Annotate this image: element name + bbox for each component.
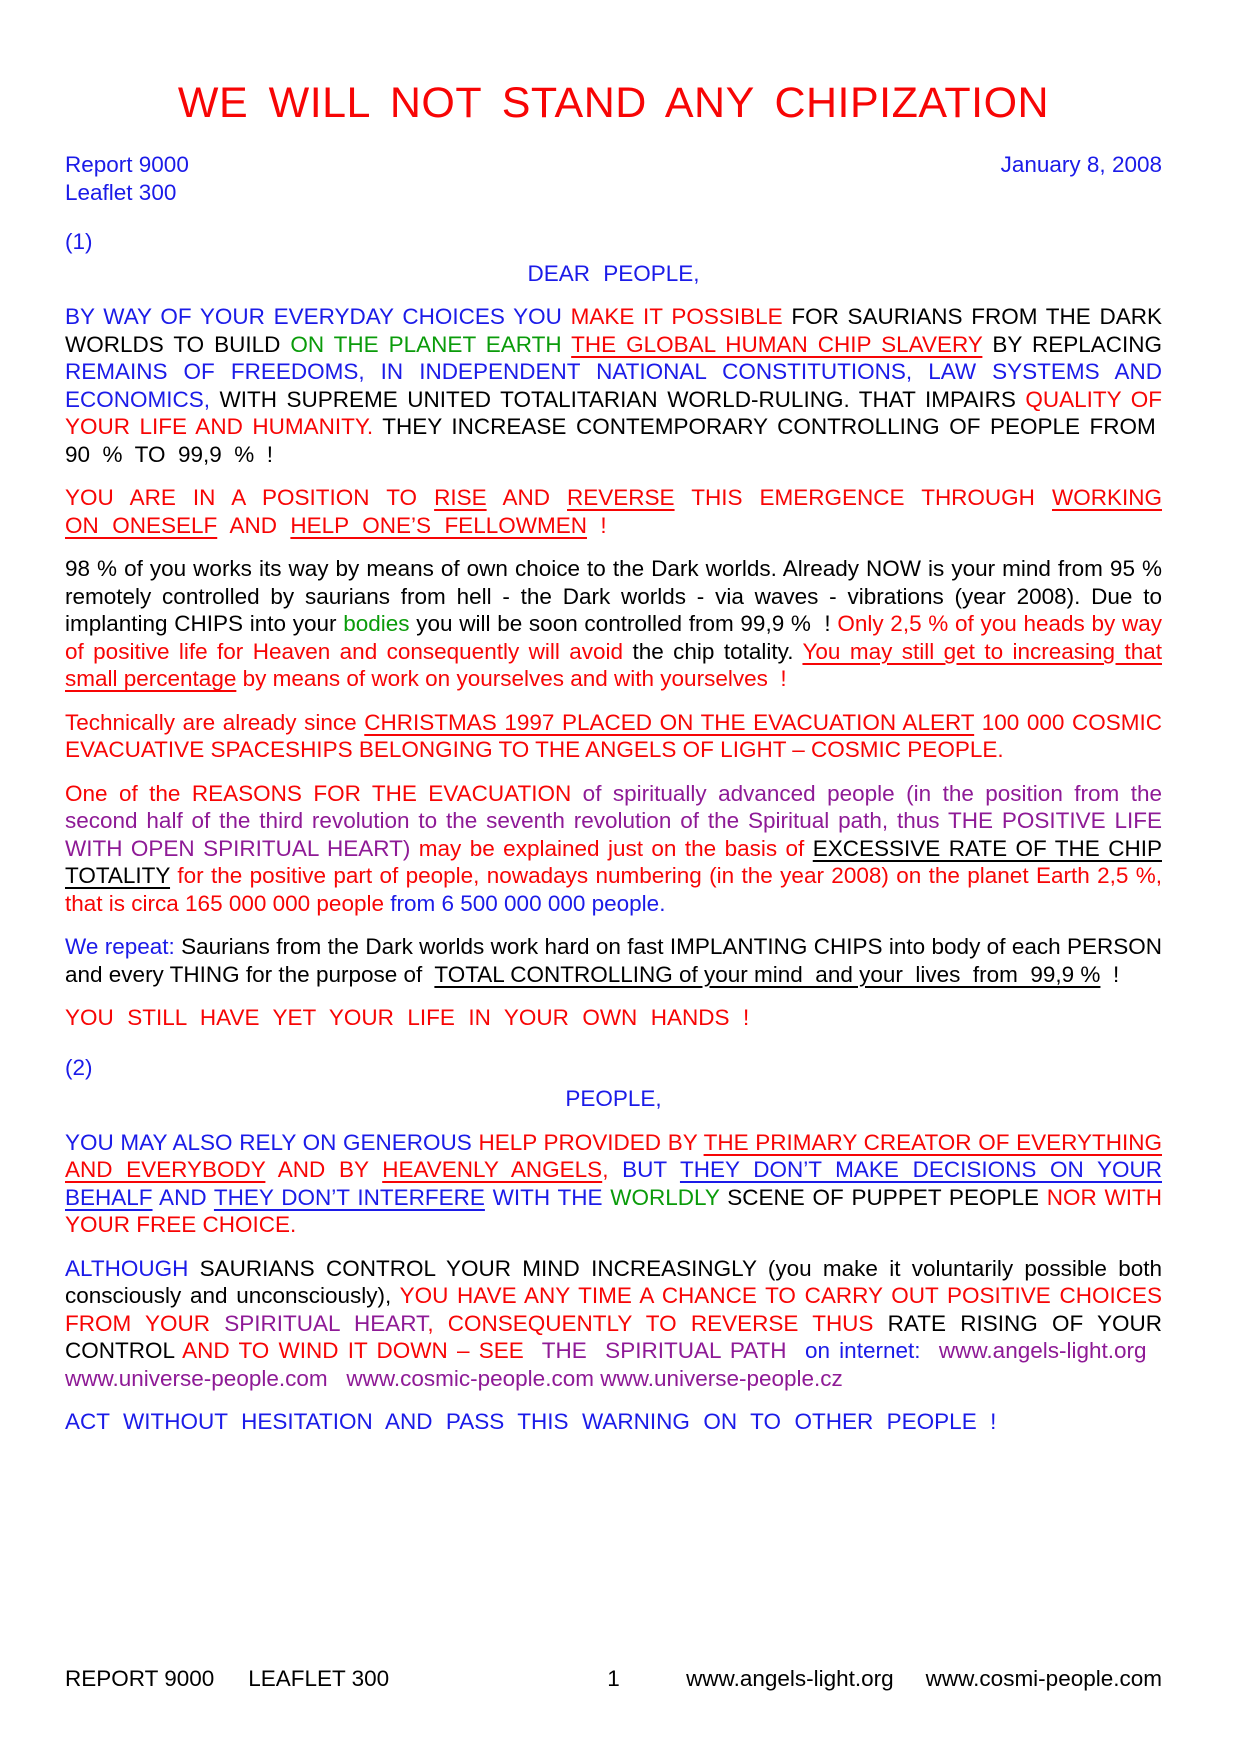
page-footer bbox=[65, 1665, 1162, 1693]
section-2-heading bbox=[65, 1085, 1162, 1113]
underlined-text: REVERSE bbox=[567, 485, 675, 511]
text-segment: NOR WITH YOUR FREE CHOICE. bbox=[65, 1184, 1162, 1238]
footer-leaflet-number: LEAFLET 300 bbox=[248, 1665, 390, 1691]
paragraph-rise-reverse bbox=[65, 484, 1162, 539]
paragraph-act-without-hesitation bbox=[65, 1408, 1162, 1436]
footer-link-cosmi-people: www.cosmi-people.com bbox=[925, 1665, 1162, 1691]
paragraph-evacuation-reasons bbox=[65, 780, 1162, 918]
text-segment: REMAINS OF FREEDOMS, IN INDEPENDENT NATIONAL CONSTITUTIONS, LAW SYSTEMS AND ECONOMICS, bbox=[65, 359, 1162, 412]
text-segment: 100 000 COSMIC EVACUATIVE SPACESHIPS BELONGING TO THE ANGELS OF LIGHT – COSMIC PEOPLE. bbox=[65, 709, 1163, 763]
text-segment: 98 % of you works its way by means of own choice to the Dark worlds. Already NOW is your mind from 95 % remotely controlled by saurians from hell - the Dark worlds - via waves - vibrations (year 2008). Due to implanting CHIPS into your bbox=[65, 556, 1162, 637]
text-segment: SCENE OF PUPPET PEOPLE bbox=[719, 1184, 1047, 1210]
text-segment: THIS EMERGENCE THROUGH bbox=[674, 485, 1052, 511]
underlined-text: EXCESSIVE RATE OF THE CHIP TOTALITY bbox=[65, 835, 1162, 889]
text-segment: DEAR PEOPLE, bbox=[527, 260, 700, 286]
paragraph-choices bbox=[65, 303, 1162, 468]
text-segment: BY REPLACING bbox=[982, 331, 1162, 357]
paragraph-creator-help bbox=[65, 1129, 1162, 1239]
text-segment: QUALITY OF YOUR LIFE AND HUMANITY. bbox=[65, 386, 1162, 440]
text-segment: THE SPIRITUAL PATH bbox=[523, 1338, 787, 1364]
underlined-text: You may still get to increasing that small percentage bbox=[65, 638, 1162, 692]
text-segment: WITH THE bbox=[484, 1184, 611, 1210]
text-segment: One of the REASONS FOR THE EVACUATION bbox=[65, 780, 572, 806]
text-segment: AND BY bbox=[265, 1157, 383, 1183]
text-segment: WORLDLY bbox=[610, 1184, 720, 1210]
text-segment: BY WAY OF YOUR EVERYDAY CHOICES YOU bbox=[65, 304, 571, 330]
text-segment: , bbox=[602, 1157, 623, 1183]
text-segment: (2) bbox=[65, 1054, 93, 1080]
report-meta bbox=[65, 151, 1162, 206]
underlined-text: RISE bbox=[434, 485, 487, 511]
paragraph-although bbox=[65, 1255, 1162, 1393]
footer-page-number: 1 bbox=[607, 1665, 620, 1691]
text-segment: from 6 500 000 000 people. bbox=[383, 890, 666, 916]
text-segment: Technically are already since bbox=[65, 709, 365, 735]
text-segment: , CONSEQUENTLY TO REVERSE THUS bbox=[427, 1310, 874, 1336]
text-segment: bodies bbox=[343, 611, 410, 637]
text-segment: HELP PROVIDED BY bbox=[478, 1129, 704, 1155]
footer-link-angels-light: www.angels-light.org bbox=[686, 1665, 894, 1691]
footer-report-number: REPORT 9000 bbox=[65, 1665, 215, 1691]
text-segment: ACT WITHOUT HESITATION AND PASS THIS WARNING ON TO OTHER PEOPLE ! bbox=[65, 1409, 997, 1435]
footer-links bbox=[649, 1665, 1163, 1693]
section-1-heading bbox=[65, 260, 1162, 288]
document-body bbox=[65, 228, 1162, 1436]
text-segment: YOU ARE IN A POSITION TO bbox=[65, 485, 435, 511]
text-segment: on internet: bbox=[786, 1338, 939, 1364]
underlined-text: THE PRIMARY CREATOR OF EVERYTHING AND EVERYBODY bbox=[65, 1129, 1162, 1183]
text-segment: the chip totality. bbox=[623, 638, 803, 664]
text-segment: Only 2,5 % of you heads by way of positive life for Heaven and consequently will avoid bbox=[65, 611, 1162, 664]
text-segment: YOU HAVE ANY TIME A CHANCE TO CARRY OUT POSITIVE CHOICES FROM YOUR bbox=[65, 1283, 1162, 1336]
text-segment: BUT bbox=[622, 1157, 680, 1183]
text-segment: PEOPLE, bbox=[565, 1086, 662, 1112]
text-segment: AND bbox=[152, 1184, 214, 1210]
text-segment: Saurians from the Dark worlds work hard on fast IMPLANTING CHIPS into body of each PERSON and every THING for the purpose of bbox=[65, 934, 1162, 987]
footer-report-leaflet bbox=[65, 1665, 579, 1693]
leaflet-number: Leaflet 300 bbox=[65, 179, 177, 205]
text-segment: YOU STILL HAVE YET YOUR LIFE IN YOUR OWN HANDS ! bbox=[65, 1005, 750, 1031]
text-segment: ! bbox=[1100, 961, 1120, 987]
text-segment: AND bbox=[217, 512, 291, 538]
section-2-label bbox=[65, 1054, 1162, 1082]
underlined-text: CHRISTMAS 1997 PLACED ON THE EVACUATION ALERT bbox=[364, 709, 975, 735]
underlined-text: HELP ONE’S FELLOWMEN bbox=[290, 512, 587, 538]
text-segment: AND bbox=[486, 485, 568, 511]
text-segment: WITH SUPREME UNITED TOTALITARIAN WORLD-RULING. THAT IMPAIRS bbox=[210, 386, 1026, 412]
text-segment: may be explained just on the basis of bbox=[410, 835, 813, 861]
text-segment: of spiritually advanced people (in the position from the second half of the third revolution to the seventh revolution of the Spiritual path, thus THE POSITIVE LIFE WITH OPEN SPIRITUAL HEART) bbox=[65, 780, 1162, 861]
text-segment: MAKE IT POSSIBLE bbox=[570, 304, 783, 330]
paragraph-percentages bbox=[65, 555, 1162, 693]
text-segment: for the positive part of people, nowadays numbering (in the year 2008) on the planet Earth 2,5 %, that is circa 165 000 000 people bbox=[65, 863, 1162, 916]
paragraph-we-repeat bbox=[65, 933, 1162, 988]
text-segment: SAURIANS CONTROL YOUR MIND INCREASINGLY (you make it voluntarily possible both consciously and unconsciously), bbox=[65, 1255, 1162, 1309]
text-segment: ALTHOUGH bbox=[65, 1255, 189, 1281]
text-segment: you will be soon controlled from 99,9 % ! bbox=[409, 611, 838, 637]
report-number: Report 9000 bbox=[65, 152, 189, 178]
underlined-text: WORKING ON ONESELF bbox=[65, 485, 1162, 538]
text-segment: THEY INCREASE CONTEMPORARY CONTROLLING OF PEOPLE FROM 90 % TO 99,9 % ! bbox=[65, 414, 1163, 467]
paragraph-evacuation-alert bbox=[65, 709, 1162, 764]
report-meta-row bbox=[65, 151, 1162, 179]
text-segment: by means of work on yourselves and with yourselves ! bbox=[236, 666, 787, 692]
page-title: WE WILL NOT STAND ANY CHIPIZATION bbox=[177, 79, 1050, 127]
text-segment: FOR SAURIANS FROM THE DARK WORLDS TO BUILD bbox=[65, 304, 1162, 357]
text-segment: YOU MAY ALSO RELY ON GENEROUS bbox=[65, 1129, 479, 1155]
text-segment: (1) bbox=[65, 229, 93, 255]
text-segment: ON THE PLANET EARTH bbox=[290, 331, 572, 357]
underlined-text: HEAVENLY ANGELS bbox=[382, 1157, 603, 1183]
underlined-text: THEY DON’T INTERFERE bbox=[213, 1184, 485, 1210]
underlined-text: THEY DON’T MAKE DECISIONS ON YOUR BEHALF bbox=[65, 1157, 1162, 1210]
report-date: January 8, 2008 bbox=[1000, 152, 1162, 178]
paragraph-own-hands bbox=[65, 1004, 1162, 1032]
text-segment: ! bbox=[586, 512, 607, 538]
text-segment: RATE RISING OF YOUR CONTROL bbox=[65, 1310, 1163, 1364]
underlined-text: THE GLOBAL HUMAN CHIP SLAVERY bbox=[571, 331, 983, 357]
text-segment: AND TO WIND IT DOWN – SEE bbox=[182, 1338, 524, 1364]
text-segment: We repeat: bbox=[65, 934, 175, 960]
inline-url-list: www.angels-light.org www.universe-people.com www.cosmic-people.com www.universe-people.cz bbox=[65, 1338, 1162, 1391]
section-1-label bbox=[65, 228, 1162, 256]
underlined-text: TOTAL CONTROLLING of your mind and your lives from 99,9 % bbox=[434, 961, 1101, 987]
text-segment: SPIRITUAL HEART bbox=[224, 1310, 428, 1336]
